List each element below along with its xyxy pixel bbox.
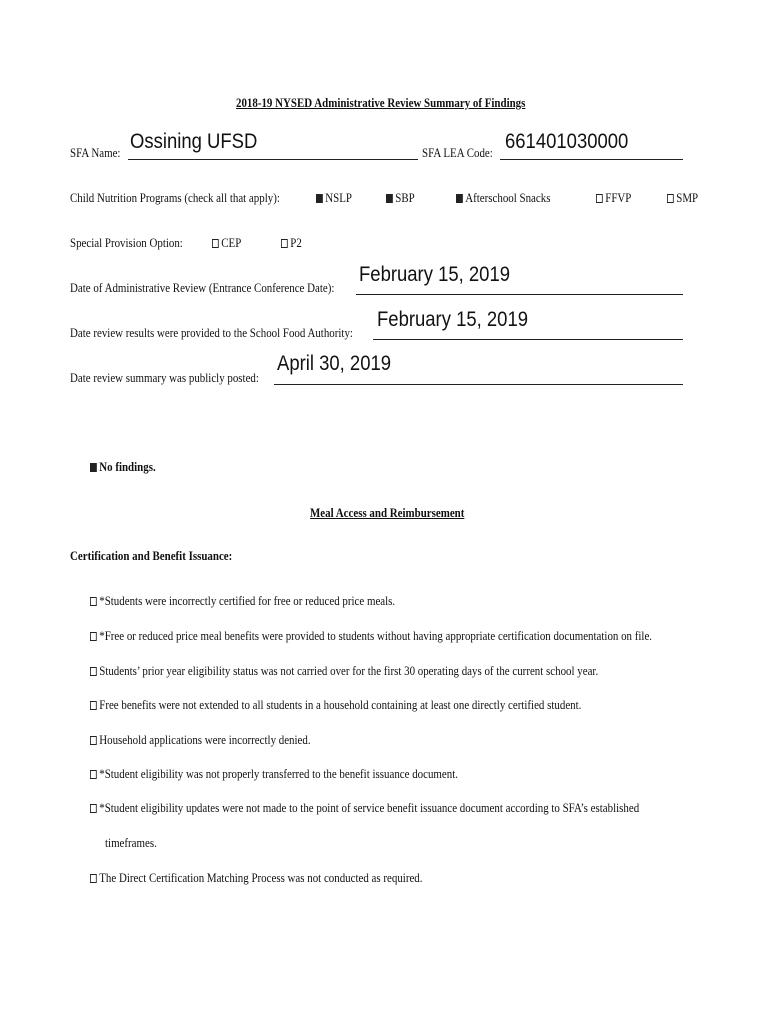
checkbox-empty-icon[interactable] bbox=[90, 804, 97, 813]
checkbox-empty-icon[interactable] bbox=[90, 736, 97, 745]
checkbox-empty-icon[interactable] bbox=[212, 239, 219, 248]
checkbox-checked-icon[interactable] bbox=[456, 194, 463, 203]
checkbox-empty-icon[interactable] bbox=[90, 667, 97, 676]
cnp-label: Child Nutrition Programs (check all that apply): bbox=[70, 190, 280, 205]
checkbox-empty-icon[interactable] bbox=[90, 632, 97, 641]
section-heading: Meal Access and Reimbursement bbox=[310, 505, 465, 520]
sfa-lea-code-label: SFA LEA Code: bbox=[422, 145, 493, 160]
finding-item[interactable]: *Free or reduced price meal benefits were provided to students without having appropriate certification documentation on file. bbox=[90, 628, 652, 644]
program-smp[interactable]: SMP bbox=[667, 190, 698, 206]
results-date-field[interactable]: February 15, 2019 bbox=[377, 308, 529, 331]
checkbox-empty-icon[interactable] bbox=[596, 194, 603, 203]
sfa-name-label: SFA Name: bbox=[70, 145, 121, 160]
sfa-name-field[interactable]: Ossining UFSD bbox=[130, 130, 258, 153]
checkbox-empty-icon[interactable] bbox=[90, 874, 97, 883]
finding-item[interactable]: *Students were incorrectly certified for free or reduced price meals. bbox=[90, 593, 395, 609]
checkbox-checked-icon[interactable] bbox=[316, 194, 323, 203]
posted-date-line bbox=[274, 384, 683, 385]
checkbox-empty-icon[interactable] bbox=[90, 597, 97, 606]
checkbox-empty-icon[interactable] bbox=[90, 701, 97, 710]
sfa-lea-code-field[interactable]: 661401030000 bbox=[505, 130, 629, 153]
results-date-line bbox=[373, 339, 683, 340]
finding-continuation: timeframes. bbox=[105, 835, 157, 850]
provision-p2[interactable]: P2 bbox=[281, 235, 302, 251]
provision-cep[interactable]: CEP bbox=[212, 235, 241, 251]
program-nslp[interactable]: NSLP bbox=[316, 190, 352, 206]
checkbox-checked-icon[interactable] bbox=[90, 463, 97, 472]
program-ffvp[interactable]: FFVP bbox=[596, 190, 631, 206]
program-afterschool-snacks[interactable]: Afterschool Snacks bbox=[456, 190, 550, 206]
review-date-field[interactable]: February 15, 2019 bbox=[359, 263, 511, 286]
sfa-name-line bbox=[128, 159, 418, 160]
special-provision-label: Special Provision Option: bbox=[70, 235, 183, 250]
finding-item[interactable]: *Student eligibility updates were not made to the point of service benefit issuance document according to SFA’s established bbox=[90, 800, 639, 816]
finding-item[interactable]: Household applications were incorrectly denied. bbox=[90, 732, 311, 748]
checkbox-empty-icon[interactable] bbox=[667, 194, 674, 203]
results-date-label: Date review results were provided to the School Food Authority: bbox=[70, 325, 353, 340]
review-date-label: Date of Administrative Review (Entrance Conference Date): bbox=[70, 280, 335, 295]
document-title: 2018-19 NYSED Administrative Review Summary of Findings bbox=[236, 95, 526, 110]
finding-item[interactable]: Free benefits were not extended to all students in a household containing at least one directly certified student. bbox=[90, 697, 581, 713]
checkbox-empty-icon[interactable] bbox=[90, 770, 97, 779]
review-date-line bbox=[356, 294, 683, 295]
no-findings-option[interactable]: No findings. bbox=[90, 459, 156, 475]
checkbox-empty-icon[interactable] bbox=[281, 239, 288, 248]
sfa-lea-code-line bbox=[500, 159, 683, 160]
finding-item[interactable]: The Direct Certification Matching Process was not conducted as required. bbox=[90, 870, 422, 886]
finding-item[interactable]: *Student eligibility was not properly transferred to the benefit issuance document. bbox=[90, 766, 458, 782]
subsection-heading: Certification and Benefit Issuance: bbox=[70, 548, 233, 563]
posted-date-field[interactable]: April 30, 2019 bbox=[277, 352, 392, 375]
finding-item[interactable]: Students’ prior year eligibility status was not carried over for the first 30 operating days of the current school year. bbox=[90, 663, 598, 679]
posted-date-label: Date review summary was publicly posted: bbox=[70, 370, 259, 385]
checkbox-checked-icon[interactable] bbox=[386, 194, 393, 203]
program-sbp[interactable]: SBP bbox=[386, 190, 415, 206]
